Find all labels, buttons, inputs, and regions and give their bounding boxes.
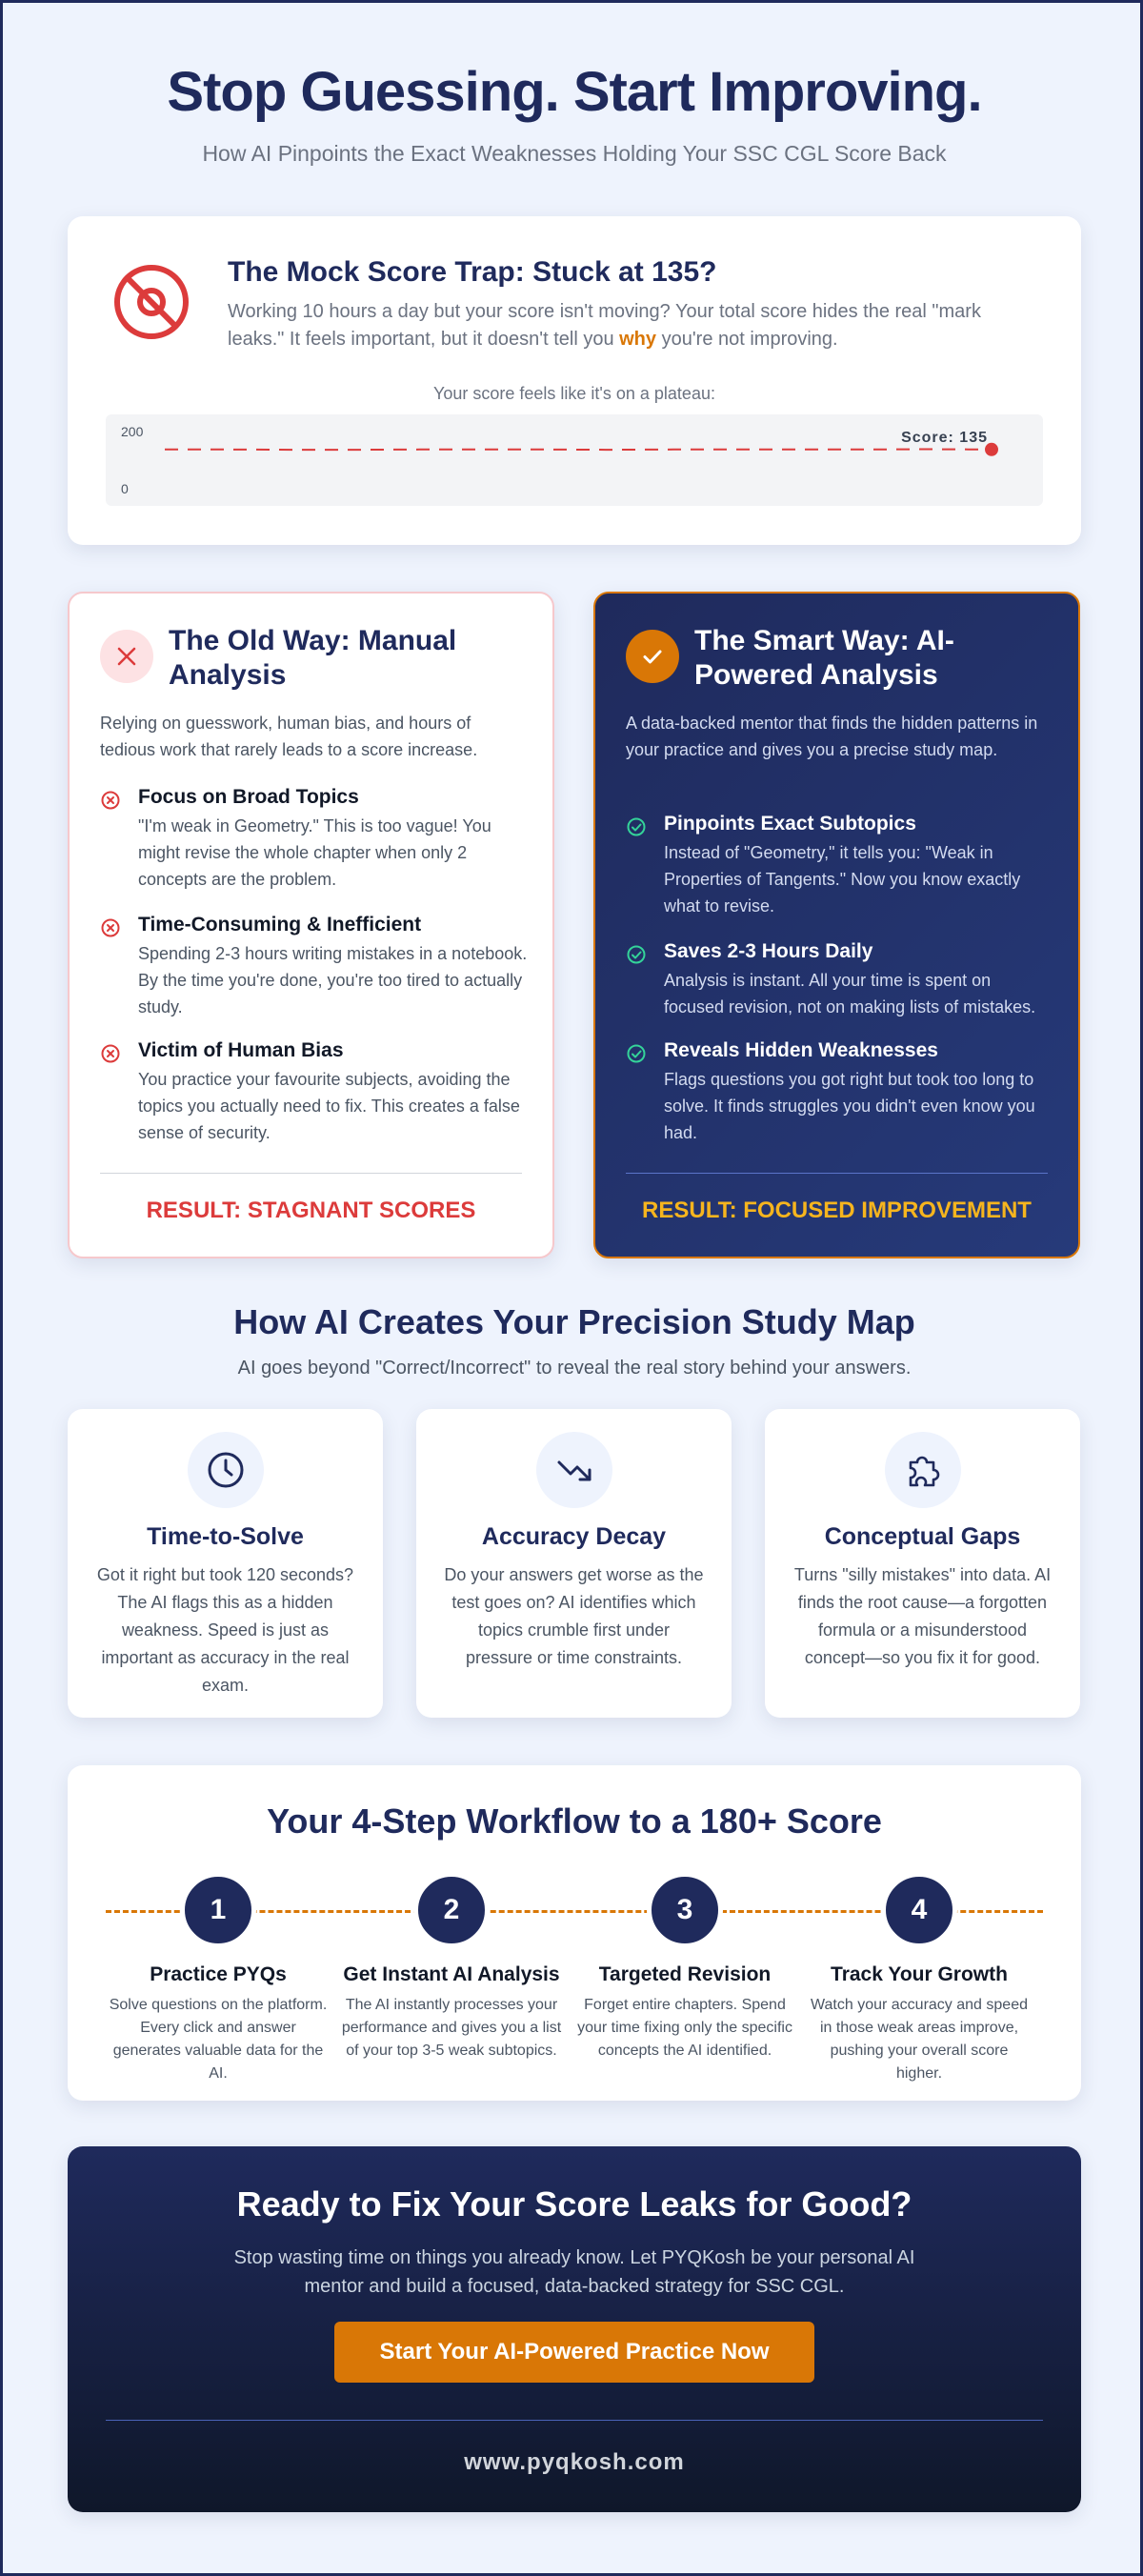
- smart-item-text: Flags questions you got right but took too long to solve. It finds struggles you didn't even know you had.: [664, 1070, 1035, 1142]
- check-circle-icon: [626, 1043, 647, 1064]
- smart-item-text: Instead of "Geometry," it tells you: "Weak in Properties of Tangents." Now you know exactly what to revise.: [664, 843, 1021, 916]
- old-way-intro: Relying on guesswork, human bias, and hours of tedious work that rarely leads to a score increase.: [100, 714, 478, 759]
- old-way-result: RESULT: STAGNANT SCORES: [146, 1197, 476, 1223]
- study-map-subtitle: AI goes beyond "Correct/Incorrect" to reveal the real story behind your answers.: [237, 1358, 912, 1379]
- score-annotation: Score: 135: [901, 429, 988, 446]
- check-circle-icon: [626, 816, 647, 837]
- y-tick-label-max: 200: [121, 424, 144, 439]
- feature-icon-circle: [885, 1432, 961, 1508]
- study-map-header: [3, 1302, 1143, 1379]
- old-way-divider: [100, 1173, 522, 1174]
- cta-divider: [106, 2420, 1043, 2421]
- step-text: Forget entire chapters. Spend your time fixing only the specific concepts the AI identified.: [577, 1997, 792, 2059]
- smart-way-divider: [626, 1173, 1048, 1174]
- trap-title: The Mock Score Trap: Stuck at 135?: [228, 256, 717, 288]
- feature-title: Time-to-Solve: [147, 1523, 304, 1550]
- trap-text-end: you're not improving.: [656, 329, 838, 350]
- feature-text: Turns "silly mistakes" into data. AI finds the root cause—a forgotten formula or a misunderstood concept—so you fix it for good.: [793, 1565, 1052, 1667]
- old-way-item: [100, 786, 529, 893]
- old-way-badge: [100, 630, 153, 683]
- smart-way-item: [626, 940, 1054, 1020]
- old-way-card: [68, 592, 554, 1258]
- workflow-step: [339, 1872, 564, 2063]
- no-entry-icon: [111, 262, 191, 342]
- step-text: Watch your accuracy and speed in those weak areas improve, pushing your overall score higher.: [811, 1997, 1028, 2082]
- website-link[interactable]: www.pyqkosh.com: [464, 2449, 685, 2475]
- x-icon: [114, 644, 139, 669]
- x-circle-icon: [100, 790, 121, 811]
- chart-caption: Your score feels like it's on a plateau:: [433, 384, 715, 403]
- clock-icon: [205, 1449, 247, 1491]
- feature-title: Accuracy Decay: [481, 1523, 667, 1550]
- smart-item-text: Analysis is instant. All your time is spent on focused revision, not on making lists of mistakes.: [664, 971, 1036, 1016]
- workflow-card: [68, 1765, 1081, 2101]
- smart-way-badge: [626, 630, 679, 683]
- score-series-line: [165, 450, 992, 451]
- cta-title: Ready to Fix Your Score Leaks for Good?: [236, 2184, 912, 2224]
- trend-down-icon: [553, 1449, 595, 1491]
- feature-icon-circle: [536, 1432, 612, 1508]
- old-item-title: Victim of Human Bias: [138, 1039, 344, 1061]
- feature-card-time-to-solve: [68, 1409, 383, 1718]
- smart-item-title: Pinpoints Exact Subtopics: [664, 813, 916, 835]
- feature-text: Got it right but took 120 seconds? The AI flags this as a hidden weakness. Speed is just as important as accuracy in the real exam.: [96, 1565, 354, 1695]
- x-circle-icon: [100, 1043, 121, 1064]
- cta-text: Stop wasting time on things you already know. Let PYQKosh be your personal AI mentor and build a focused, data-backed strategy for SSC CGL.: [233, 2247, 915, 2297]
- step-title: Targeted Revision: [598, 1963, 772, 1985]
- page-title: Stop Guessing. Start Improving.: [167, 61, 982, 123]
- y-tick-label-min: 0: [121, 481, 129, 496]
- feature-title: Conceptual Gaps: [824, 1523, 1021, 1550]
- start-practice-button[interactable]: Start Your AI-Powered Practice Now: [334, 2322, 814, 2383]
- trap-description: [228, 298, 1009, 353]
- old-item-title: Focus on Broad Topics: [138, 786, 359, 808]
- step-number: 4: [881, 1872, 957, 1948]
- feature-text: Do your answers get worse as the test goes on? AI identifies which topics crumble first under pressure or time constraints.: [444, 1565, 704, 1667]
- check-icon: [639, 643, 666, 670]
- step-number: 3: [647, 1872, 723, 1948]
- step-text: Solve questions on the platform. Every click and answer generates valuable data for the AI.: [109, 1997, 328, 2082]
- old-way-item: [100, 1039, 529, 1146]
- plateau-chart: [106, 414, 1043, 506]
- feature-icon-circle: [188, 1432, 264, 1508]
- smart-way-title: The Smart Way: AI-Powered Analysis: [694, 625, 954, 691]
- smart-way-result: RESULT: FOCUSED IMPROVEMENT: [642, 1197, 1032, 1223]
- study-map-title: How AI Creates Your Precision Study Map: [233, 1302, 915, 1341]
- smart-way-item: [626, 1039, 1054, 1146]
- old-item-text: "I'm weak in Geometry." This is too vague! You might revise the whole chapter when only 2 concepts are the problem.: [138, 816, 491, 889]
- old-item-text: Spending 2-3 hours writing mistakes in a notebook. By the time you're done, you're too tired to actually study.: [138, 944, 528, 1016]
- workflow-title: Your 4-Step Workflow to a 180+ Score: [267, 1801, 882, 1841]
- step-text: The AI instantly processes your performance and gives you a list of your top 3-5 weak subtopics.: [341, 1997, 562, 2059]
- step-title: Get Instant AI Analysis: [343, 1963, 560, 1985]
- workflow-step: [807, 1872, 1032, 2085]
- smart-way-item: [626, 813, 1054, 919]
- smart-way-card: [593, 592, 1080, 1258]
- cta-card: [68, 2146, 1081, 2512]
- trap-text-start: Working 10 hours a day but your score isn't moving? Your total score hides the real "mark leaks." It feels important, but it doesn't tell you: [228, 301, 981, 350]
- old-item-text: You practice your favourite subjects, avoiding the topics you actually need to fix. This creates a false sense of security.: [138, 1070, 520, 1142]
- feature-card-accuracy-decay: [416, 1409, 732, 1718]
- workflow-step: [572, 1872, 797, 2063]
- x-circle-icon: [100, 917, 121, 938]
- smart-item-title: Reveals Hidden Weaknesses: [664, 1039, 938, 1061]
- old-item-title: Time-Consuming & Inefficient: [138, 914, 422, 936]
- check-circle-icon: [626, 944, 647, 965]
- plateau-line-chart: [106, 414, 1043, 506]
- workflow-step: [106, 1872, 331, 2085]
- step-title: Track Your Growth: [831, 1963, 1008, 1985]
- old-way-item: [100, 914, 529, 1020]
- step-title: Practice PYQs: [150, 1963, 287, 1985]
- smart-item-title: Saves 2-3 Hours Daily: [664, 940, 873, 962]
- step-number: 2: [413, 1872, 490, 1948]
- puzzle-icon: [902, 1449, 944, 1491]
- hero-section: [3, 60, 1143, 167]
- page-subtitle: How AI Pinpoints the Exact Weaknesses Holding Your SSC CGL Score Back: [202, 141, 947, 166]
- score-trap-card: [68, 216, 1081, 545]
- old-way-title: The Old Way: Manual Analysis: [169, 625, 457, 691]
- trap-highlight-word: why: [619, 329, 657, 350]
- step-number: 1: [180, 1872, 256, 1948]
- smart-way-intro: A data-backed mentor that finds the hidden patterns in your practice and gives you a precise study map.: [626, 714, 1038, 759]
- feature-card-conceptual-gaps: [765, 1409, 1080, 1718]
